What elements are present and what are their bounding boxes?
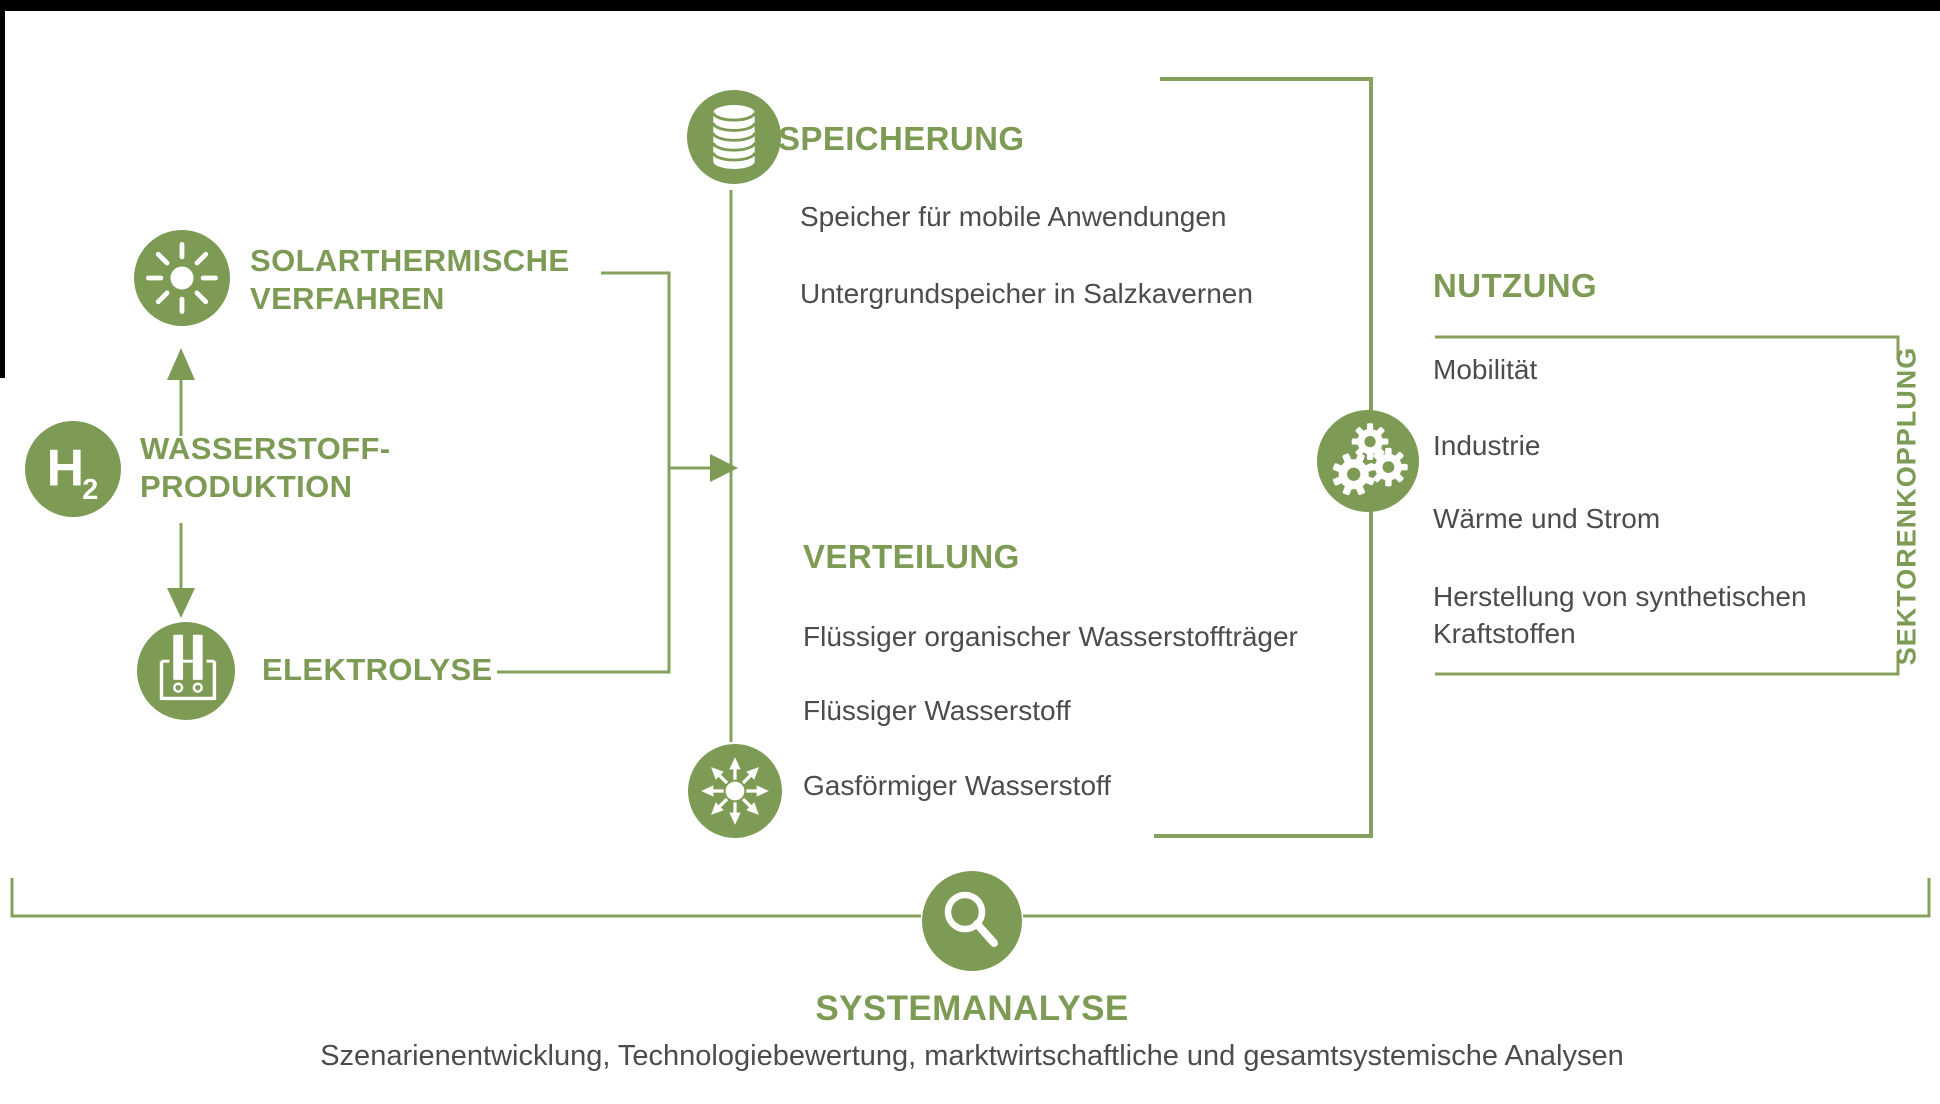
analysis-title: SYSTEMANALYSE <box>815 989 1129 1028</box>
usage-item: Wärme und Strom <box>1433 503 1661 534</box>
sun-icon <box>134 230 230 326</box>
hydrogen-production-line1: WASSERSTOFF- <box>140 431 391 466</box>
usage-item: Herstellung von synthetischen Kraftstoffen <box>1433 581 1807 649</box>
usage-item: Industrie <box>1433 430 1541 461</box>
solar-label <box>250 242 569 318</box>
distribution-title: VERTEILUNG <box>803 538 1020 575</box>
solar-label-line2: VERFAHREN <box>250 281 445 316</box>
h2-subscript: 2 <box>82 473 99 506</box>
arrow-down-head <box>167 588 195 618</box>
storage-title: SPEICHERUNG <box>778 120 1025 157</box>
h2-symbol: H <box>46 438 85 497</box>
storage-item: Untergrundspeicher in Salzkavernen <box>800 278 1253 309</box>
storage-icon <box>687 90 781 184</box>
analysis-bracket-right <box>1023 878 1929 916</box>
analysis-subtitle: Szenarienentwicklung, Technologiebewertung, marktwirtschaftliche und gesamtsystemische Analysen <box>320 1040 1624 1072</box>
distribution-item: Flüssiger organischer Wasserstoffträger <box>803 621 1298 652</box>
arrow-right-head <box>710 454 738 482</box>
usage-bracket-bottom <box>1435 651 1898 674</box>
arrow-up-head <box>167 348 195 380</box>
usage-item: Mobilität <box>1433 354 1538 385</box>
distribution-icon <box>688 744 782 838</box>
distribution-item: Flüssiger Wasserstoff <box>803 695 1071 726</box>
hydrogen-production-line2: PRODUKTION <box>140 469 353 504</box>
distribution-item: Gasförmiger Wasserstoff <box>803 770 1112 801</box>
usage-title: NUTZUNG <box>1433 267 1598 304</box>
h2-icon <box>25 421 121 517</box>
analysis-bracket-left <box>12 878 921 916</box>
electrolysis-label: ELEKTROLYSE <box>262 652 493 687</box>
storage-item: Speicher für mobile Anwendungen <box>800 201 1227 232</box>
electrolysis-icon <box>137 622 235 720</box>
solar-label-line1: SOLARTHERMISCHE <box>250 243 570 278</box>
magnifier-icon <box>922 871 1022 971</box>
sector-coupling-label: SEKTORENKOPPLUNG <box>1891 346 1922 666</box>
left-bracket-line <box>497 273 669 672</box>
hydrogen-production-label <box>140 430 391 506</box>
gears-icon <box>1317 410 1419 512</box>
